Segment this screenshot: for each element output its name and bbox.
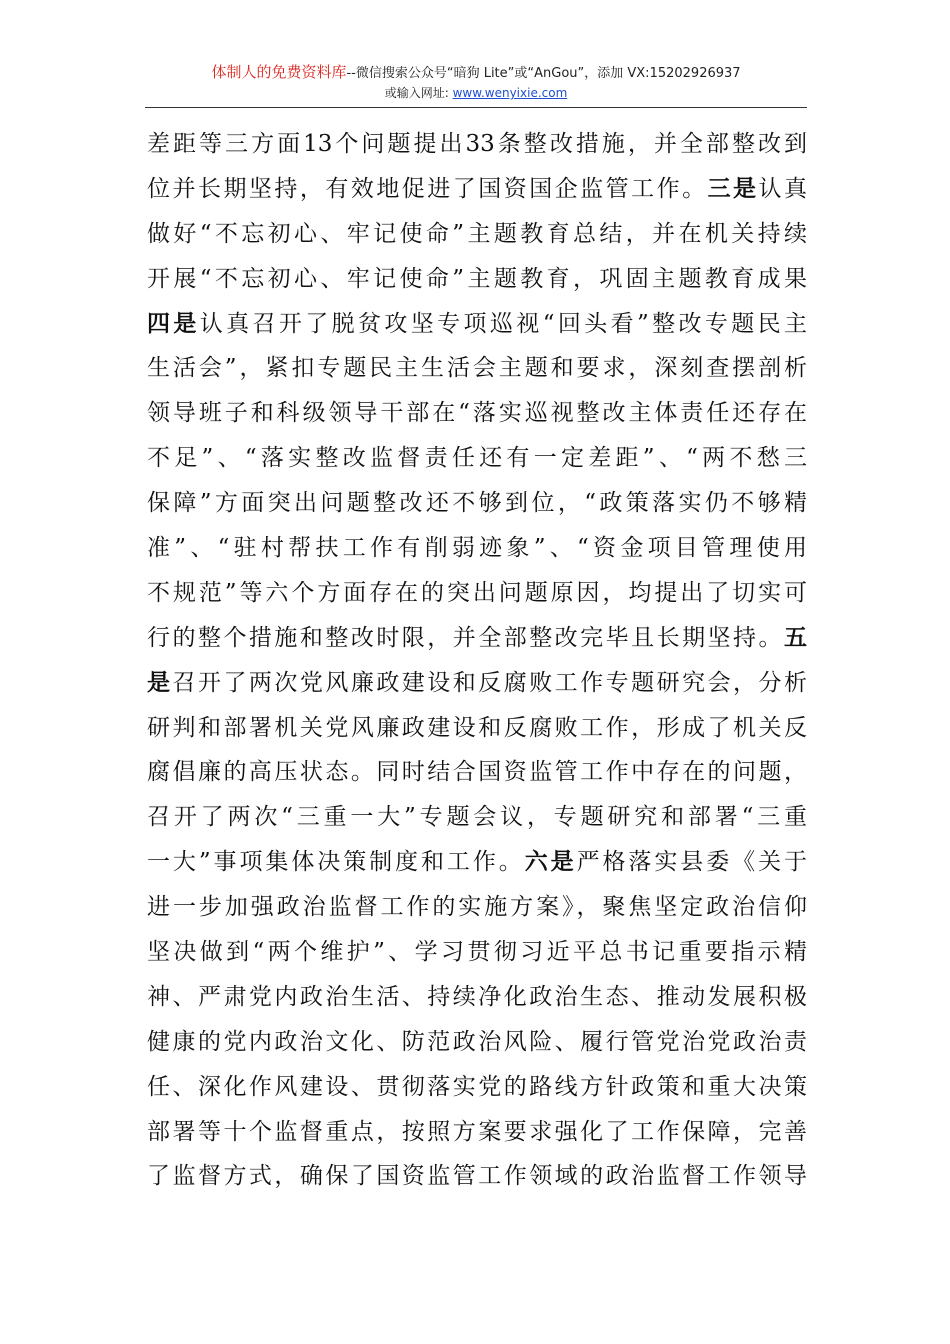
text-segment: 一大”事项集体决策制度和工作。 <box>147 849 525 876</box>
text-segment: 了监督方式，确保了国资监管工作领域的政治监督工作领导 <box>147 1163 807 1190</box>
text-line <box>147 571 807 616</box>
text-line <box>147 616 807 661</box>
header-site-prefix: 或输入网址: <box>384 86 449 100</box>
text-segment: 领导班子和科级领导干部在“落实巡视整改主体责任还存在 <box>147 400 807 427</box>
text-segment: 准”、“驻村帮扶工作有削弱迹象”、“资金项目管理使用 <box>147 535 807 562</box>
header-line-2 <box>145 84 807 102</box>
header-brand: 体制人的免费资料库 <box>211 63 347 81</box>
header-site-link[interactable]: www.wenyixie.com <box>452 86 568 100</box>
text-line <box>147 302 807 347</box>
bold-text-segment: 是 <box>147 668 173 696</box>
text-line <box>147 750 807 795</box>
text-segment: 保障”方面突出问题整改还不够到位，“政策落实仍不够精 <box>147 490 807 517</box>
text-segment: 生活会”，紧扣专题民主生活会主题和要求，深刻查摆剖析 <box>147 355 807 382</box>
text-segment: 不足”、“落实整改监督责任还有一定差距”、“两不愁三 <box>147 445 807 472</box>
text-segment: 召开了两次“三重一大”专题会议，专题研究和部署“三重 <box>147 804 807 831</box>
text-segment: 严格落实县委《关于 <box>576 849 807 876</box>
text-segment: 位并长期坚持，有效地促进了国资国企监管工作。 <box>147 175 708 202</box>
text-line <box>147 706 807 751</box>
text-line <box>147 346 807 391</box>
text-line <box>147 257 807 302</box>
text-line <box>147 975 807 1020</box>
header-divider <box>145 107 807 108</box>
header-note: --微信搜索公众号“暗狗 Lite”或“AnGou”，添加 VX:15202926937 <box>346 66 741 81</box>
page-header <box>145 62 807 108</box>
text-line <box>147 481 807 526</box>
text-line <box>147 1020 807 1065</box>
text-segment: 健康的党内政治文化、防范政治风险、履行管党治党政治责 <box>147 1028 807 1055</box>
text-segment: 做好“不忘初心、牢记使命”主题教育总结，并在机关持续 <box>147 220 807 247</box>
text-line <box>147 212 807 257</box>
bold-text-segment: 六是 <box>524 848 577 876</box>
text-line <box>147 391 807 436</box>
text-line <box>147 795 807 840</box>
text-segment: 腐倡廉的高压状态。同时结合国资监管工作中存在的问题， <box>147 759 807 786</box>
text-line <box>147 930 807 975</box>
text-segment: 进一步加强政治监督工作的实施方案》，聚焦坚定政治信仰 <box>147 894 807 921</box>
text-segment: 开展“不忘初心、牢记使命”主题教育，巩固主题教育成果 <box>147 265 807 292</box>
text-segment: 不规范”等六个方面存在的突出问题原因，均提出了切实可 <box>147 579 807 606</box>
text-segment: 神、严肃党内政治生活、持续净化政治生态、推动发展积极 <box>147 983 807 1010</box>
bold-text-segment: 五 <box>784 623 807 651</box>
text-segment: 坚决做到“两个维护”、学习贯彻习近平总书记重要指示精 <box>147 939 807 966</box>
bold-text-segment: 四是 <box>147 309 200 337</box>
text-segment: 行的整个措施和整改时限，并全部整改完毕且长期坚持。 <box>147 624 784 651</box>
text-line <box>147 122 807 167</box>
text-segment: 差距等三方面13个问题提出33条整改措施，并全部整改到 <box>147 131 807 157</box>
text-line <box>147 661 807 706</box>
text-line <box>147 840 807 885</box>
text-segment: 研判和部署机关党风廉政建设和反腐败工作，形成了机关反 <box>147 714 807 741</box>
text-line <box>147 167 807 212</box>
text-segment: 部署等十个监督重点，按照方案要求强化了工作保障，完善 <box>147 1118 807 1145</box>
text-line <box>147 1065 807 1110</box>
text-segment: 认真召开了脱贫攻坚专项巡视“回头看”整改专题民主 <box>199 310 807 337</box>
text-line <box>147 526 807 571</box>
text-segment: 认真 <box>758 175 807 202</box>
text-line <box>147 1110 807 1155</box>
text-line <box>147 436 807 481</box>
text-line <box>147 1154 807 1199</box>
bold-text-segment: 三是 <box>707 174 759 202</box>
text-segment: 任、深化作风建设、贯彻落实党的路线方针政策和重大决策 <box>147 1073 807 1100</box>
text-segment: 召开了两次党风廉政建设和反腐败工作专题研究会，分析 <box>172 669 807 696</box>
header-line-1 <box>145 62 807 84</box>
document-body <box>147 122 807 1199</box>
text-line <box>147 885 807 930</box>
